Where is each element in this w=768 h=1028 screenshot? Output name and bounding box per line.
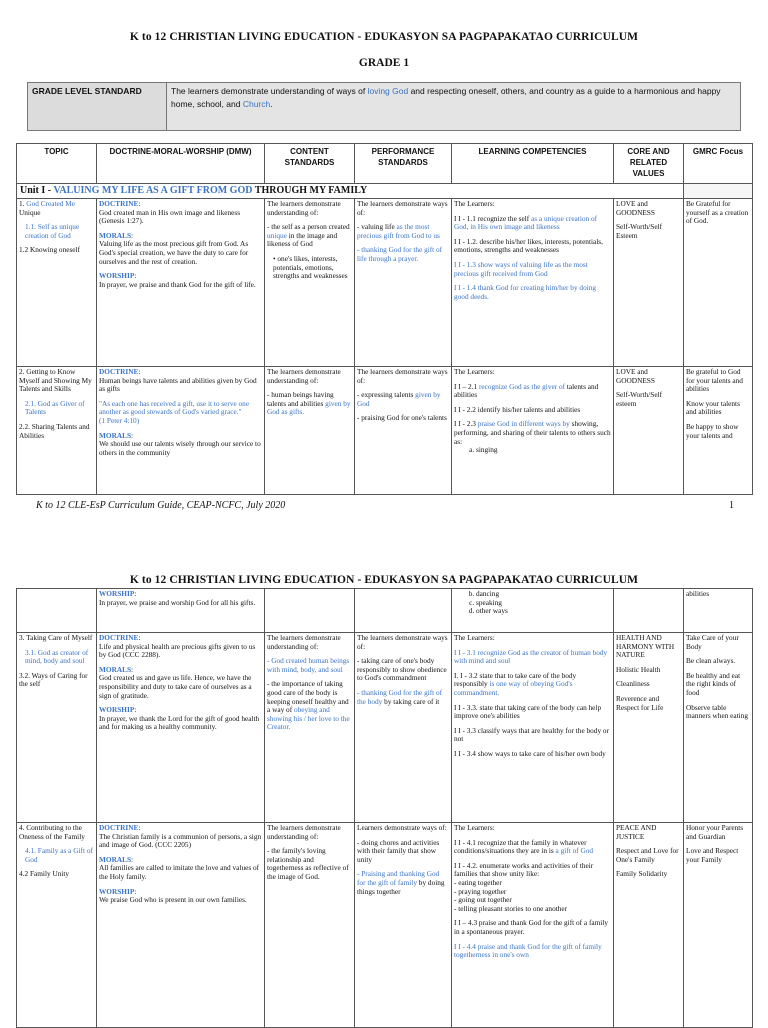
header-performance-standards: PERFORMANCE STANDARDS — [355, 144, 452, 184]
unit-gmrc-cell — [684, 184, 753, 199]
document-title-page-2: K to 12 CHRISTIAN LIVING EDUCATION - EDUKASYON SA PAGPAPAKATAO CURRICULUM — [129, 574, 639, 586]
content-standards-cell: The learners demonstrate understanding of: - God created human beings with mind, body, and soul - the importance of taking good care of the body is keeping oneself healthy and a way of obeying and showing his / her love to the Creator. — [265, 633, 355, 823]
core-values-cell: PEACE AND JUSTICE Respect and Love for One's Family Family Solidarity — [614, 823, 684, 1028]
learning-competencies-cell: The Learners: I I - 1.1 recognize the self as a unique creation of God, in His own image and likeness I I - 1.2. describe his/her likes, interests, potentials, emotions, strengths and weaknesses I I - 1.3 show ways of valuing life as the most precious gift received from God I I - 1.4 thank God for creating him/her by doing good deeds. — [452, 199, 614, 367]
content-standards-cell: The learners demonstrate understanding of: - human beings having talents and abilities given by God as gifts. — [265, 367, 355, 495]
header-learning-competencies: LEARNING COMPETENCIES — [452, 144, 614, 184]
footer-citation: K to 12 CLE-EsP Curriculum Guide, CEAP-NCFC, July 2020 — [36, 500, 286, 511]
topic-cell: 3. Taking Care of Myself 3.1. God as creator of mind, body and soul 3.2. Ways of Caring for the self — [17, 633, 97, 823]
page-2 — [0, 568, 768, 1024]
content-standards-cell — [265, 589, 355, 633]
gmrc-cell: Take Care of your Body Be clean always. Be healthy and eat the right kinds of food Observe table manners when eating — [684, 633, 753, 823]
gls-label: GRADE LEVEL STANDARD — [28, 83, 167, 130]
gls-text: The learners demonstrate understanding of ways of loving God and respecting oneself, others, and country as a guide to a harmonious and happy home, school, and Church. — [171, 86, 721, 109]
dmw-cell: DOCTRINE: Life and physical health are precious gifts given to us by God (CCC 2288). MORALS: God created us and gave us life. Hence, we have the responsibility and duty to take care of ourselves as a sign of gratitude. WORSHIP: In prayer, we thank the Lord for the gift of good health and for making us a healthy community. — [97, 633, 265, 823]
performance-standards-cell: The learners demonstrate ways of: - expressing talents given by God - praising God for one's talents — [355, 367, 452, 495]
document-title: K to 12 CHRISTIAN LIVING EDUCATION - EDUKASYON SA PAGPAPAKATAO CURRICULUM — [129, 31, 639, 43]
dmw-cell: DOCTRINE: Human beings have talents and abilities given by God as gifts "As each one has received a gift, use it to serve one another as good stewards of God's varied grace." (1 Peter 4:10) MORALS: We should use our talents wisely through our service to others in the community — [97, 367, 265, 495]
gmrc-cell: abilities — [684, 589, 753, 633]
page-number: 1 — [729, 500, 734, 511]
grade-level-standard-box — [27, 82, 741, 131]
core-values-cell: HEALTH AND HARMONY WITH NATURE Holistic Health Cleanliness Reverence and Respect for Life — [614, 633, 684, 823]
core-values-cell: LOVE and GOODNESS Self-Worth/Self esteem — [614, 367, 684, 495]
learning-competencies-cell: The Learners: I I - 3.1 recognize God as the creator of human body with mind and soul I. I - 3.2 state that to take care of the body responsibly is one way of obeying God's commandment. I I - 3.3. state that taking care of the body can help improve one's abilities I I - 3.3 classify ways that are healthy for the body or not I I - 3.4 show ways to take care of his/her own body — [452, 633, 614, 823]
unit-row — [17, 184, 753, 199]
page-footer — [36, 500, 734, 511]
topic-cell: 2. Getting to Know Myself and Showing My Talents and Skills 2.1. God as Giver of Talents 2.2. Sharing Talents and Abilities — [17, 367, 97, 495]
performance-standards-cell — [355, 589, 452, 633]
curriculum-table-page-2 — [16, 588, 753, 1028]
gmrc-cell: Be Grateful for yourself as a creation of God. — [684, 199, 753, 367]
learning-competencies-cell: The Learners: I I - 4.1 recognize that the family in whatever conditions/situations they are in is a gift of God I I - 4.2. enumerate works and activities of their families that show unity like: - eating together - praying together - going out together - telling pleasant stories to one another I I – 4.3 praise and thank God for the gift of a family in a spontaneous prayer. I I - 4.4 praise and thank God for the gift of family togetherness in one's own — [452, 823, 614, 1028]
header-row — [17, 144, 753, 184]
table-row — [17, 367, 753, 495]
dmw-cell: WORSHIP: In prayer, we praise and worship God for all his gifts. — [97, 589, 265, 633]
topic-cell: 4. Contributing to the Oneness of the Family 4.1. Family as a Gift of God 4.2 Family Unity — [17, 823, 97, 1028]
unit-title: Unit I - VALUING MY LIFE AS A GIFT FROM GOD THROUGH MY FAMILY — [17, 184, 684, 199]
table-row — [17, 199, 753, 367]
table-row — [17, 633, 753, 823]
grade-heading: GRADE 1 — [358, 57, 410, 69]
topic-cell — [17, 589, 97, 633]
learning-competencies-cell: b. dancing c. speaking d. other ways — [452, 589, 614, 633]
gmrc-cell: Be grateful to God for your talents and abilities Know your talents and abilities Be happy to show your talents and — [684, 367, 753, 495]
content-standards-cell: The learners demonstrate understanding of: - the family's loving relationship and togetherness as reflective of the image of God. — [265, 823, 355, 1028]
content-standards-cell: The learners demonstrate understanding of: - the self as a person created unique in the image and likeness of God • one's likes, interests, potentials, emotions, strengths and weaknesses — [265, 199, 355, 367]
dmw-cell: DOCTRINE: The Christian family is a communion of persons, a sign and image of God. (CCC 2205) MORALS: All families are called to imitate the love and values of the Holy family. WORSHIP: We praise God who is present in our own families. — [97, 823, 265, 1028]
dmw-cell: DOCTRINE: God created man in His own image and likeness (Genesis 1:27). MORALS: Valuing life as the most precious gift from God. As God's special creation, we have the duty to care for ourselves and the rest of creation. WORSHIP: In prayer, we praise and thank God for the gift of life. — [97, 199, 265, 367]
header-dmw: DOCTRINE-MORAL-WORSHIP (DMW) — [97, 144, 265, 184]
gmrc-cell: Honor your Parents and Guardian Love and Respect your Family — [684, 823, 753, 1028]
topic-cell: 1. God Created Me Unique 1.1. Self as unique creation of God 1.2 Knowing oneself — [17, 199, 97, 367]
table-row — [17, 823, 753, 1028]
header-content-standards: CONTENT STANDARDS — [265, 144, 355, 184]
table-row-continuation — [17, 589, 753, 633]
header-topic: TOPIC — [17, 144, 97, 184]
header-gmrc-focus: GMRC Focus — [684, 144, 753, 184]
performance-standards-cell: The learners demonstrate ways of: - valuing life as the most precious gift from God to us - thanking God for the gift of life through a prayer. — [355, 199, 452, 367]
curriculum-table-page-1 — [16, 143, 753, 495]
learning-competencies-cell: The Learners: I I – 2.1 recognize God as the giver of talents and abilities I I - 2.2 identify his/her talents and abilities I I - 2.3 praise God in different ways by showing, performing, and sharing of their talents to others such as: a. singing — [452, 367, 614, 495]
performance-standards-cell: Learners demonstrate ways of: - doing chores and activities with their family that show unity - Praising and thanking God for the gift of family by doing things together — [355, 823, 452, 1028]
header-core-values: CORE AND RELATED VALUES — [614, 144, 684, 184]
performance-standards-cell: The learners demonstrate ways of: - taking care of one's body responsibly to show obedience to God's commandment - thanking God for the gift of the body by taking care of it — [355, 633, 452, 823]
core-values-cell: LOVE and GOODNESS Self-Worth/Self Esteem — [614, 199, 684, 367]
core-values-cell — [614, 589, 684, 633]
